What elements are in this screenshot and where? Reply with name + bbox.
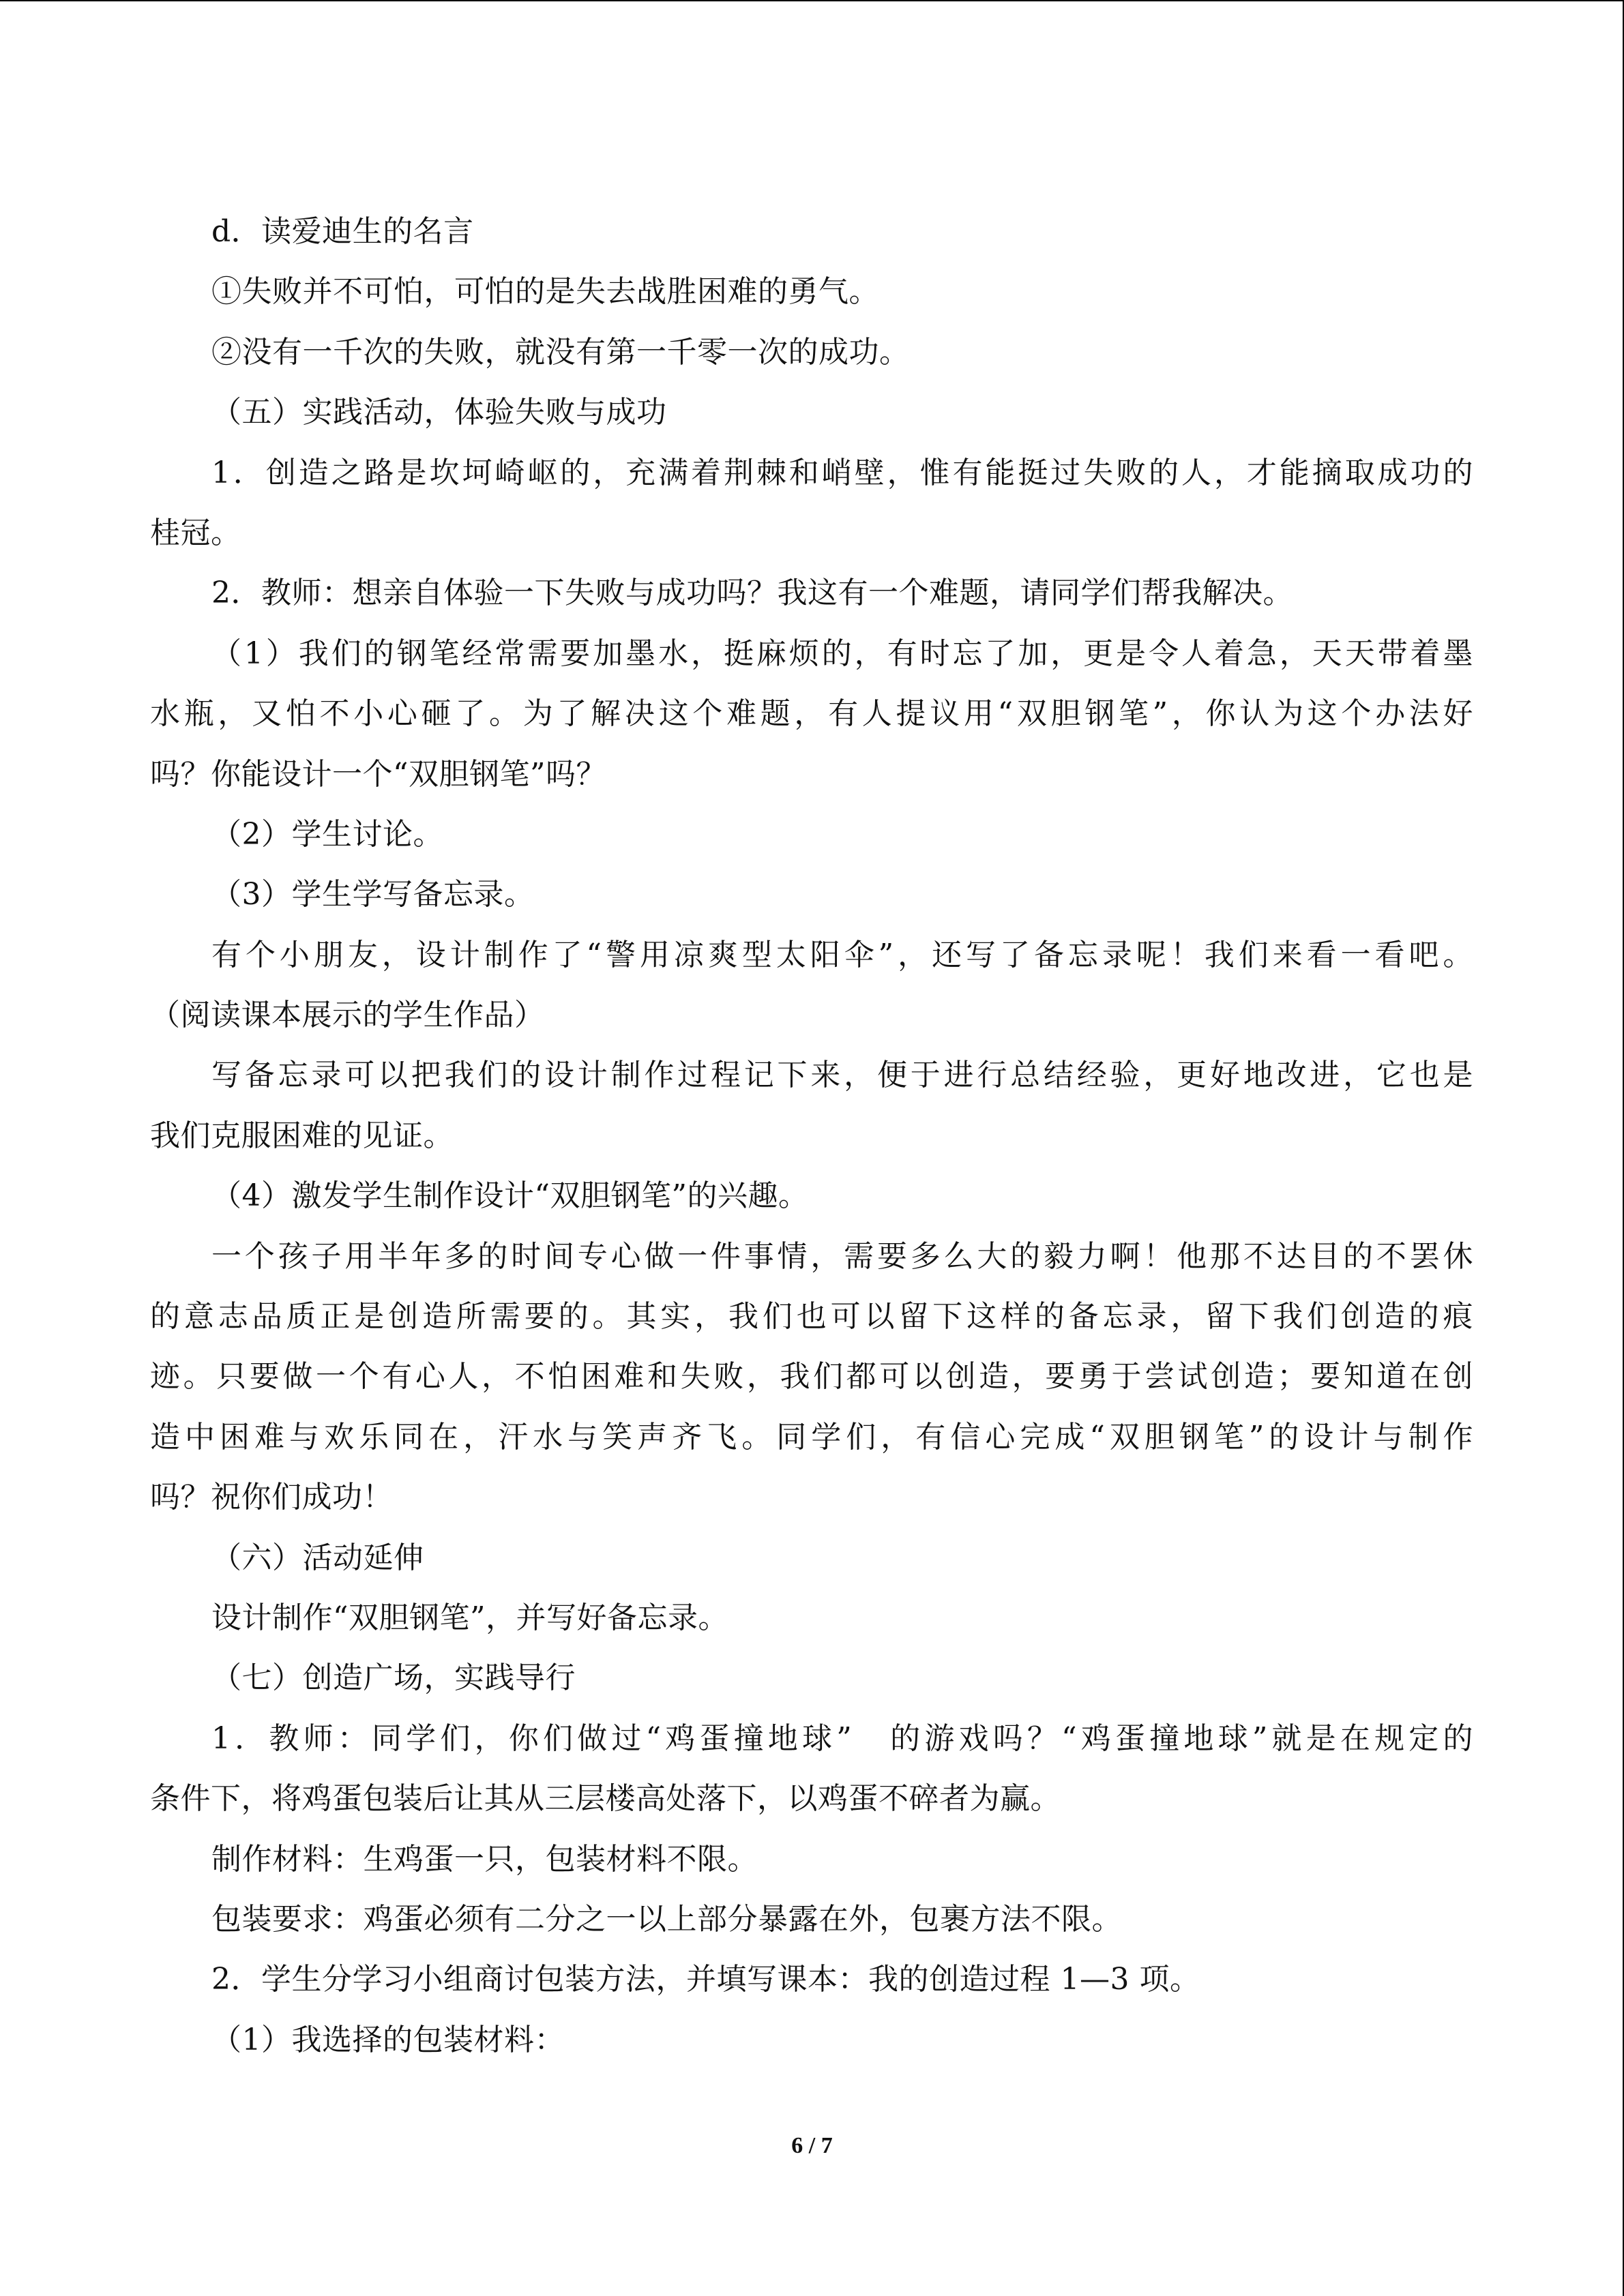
text-line: 水瓶，又怕不小心砸了。为了解决这个难题，有人提议用“双胆钢笔”，你认为这个办法好 — [150, 696, 1473, 732]
text-line: 我们克服困难的见证。 — [150, 1118, 454, 1153]
text-line: 设计制作“双胆钢笔”，并写好备忘录。 — [211, 1600, 728, 1635]
text-line: （2）学生讨论。 — [211, 816, 443, 852]
text-line: 写备忘录可以把我们的设计制作过程记下来，便于进行总结经验，更好地改进，它也是 — [211, 1058, 1473, 1093]
text-line: （3）学生学写备忘录。 — [211, 877, 535, 912]
text-line: 吗？你能设计一个“双胆钢笔”吗？ — [150, 756, 606, 792]
page-number: 6 / 7 — [791, 2133, 833, 2158]
section-heading: （七）创造广场，实践导行 — [211, 1660, 576, 1696]
text-line: 2．教师：想亲自体验一下失败与成功吗？我这有一个难题，请同学们帮我解决。 — [211, 576, 1293, 611]
text-line: 1．教师：同学们，你们做过“鸡蛋撞地球” 的游戏吗？“鸡蛋撞地球”就是在规定的 — [211, 1720, 1473, 1756]
text-line: 有个小朋友，设计制作了“警用凉爽型太阳伞”，还写了备忘录呢！我们来看一看吧。 — [211, 937, 1473, 972]
document-body — [150, 202, 1473, 2070]
text-line: （1）我选择的包装材料： — [211, 2022, 565, 2057]
text-line: 包装要求：鸡蛋必须有二分之一以上部分暴露在外，包裹方法不限。 — [211, 1901, 1122, 1937]
text-line: 2．学生分学习小组商讨包装方法，并填写课本：我的创造过程 1—3 项。 — [211, 1962, 1200, 1997]
text-line: （1）我们的钢笔经常需要加墨水，挺麻烦的，有时忘了加，更是令人着急，天天带着墨 — [211, 636, 1473, 671]
section-heading: （六）活动延伸 — [211, 1540, 424, 1575]
section-heading: （五）实践活动，体验失败与成功 — [211, 395, 667, 430]
text-line: 吗？祝你们成功！ — [150, 1480, 393, 1515]
text-line: 的意志品质正是创造所需要的。其实，我们也可以留下这样的备忘录，留下我们创造的痕 — [150, 1299, 1473, 1335]
text-line: 1．创造之路是坎坷崎岖的，充满着荆棘和峭壁，惟有能挺过失败的人，才能摘取成功的 — [211, 455, 1473, 490]
text-line: （阅读课本展示的学生作品） — [150, 998, 545, 1033]
text-line: （4）激发学生制作设计“双胆钢笔”的兴趣。 — [211, 1178, 809, 1214]
text-line: ②没有一千次的失败，就没有第一千零一次的成功。 — [211, 334, 910, 370]
text-line: 条件下，将鸡蛋包装后让其从三层楼高处落下，以鸡蛋不碎者为赢。 — [150, 1781, 1061, 1817]
text-line: d．读爱迪生的名言 — [211, 214, 474, 249]
text-line: ①失败并不可怕，可怕的是失去战胜困难的勇气。 — [211, 274, 879, 310]
text-line: 制作材料：生鸡蛋一只，包装材料不限。 — [211, 1841, 758, 1877]
text-line: 桂冠。 — [150, 515, 241, 550]
text-line: 一个孩子用半年多的时间专心做一件事情，需要多么大的毅力啊！他那不达目的不罢休 — [211, 1238, 1473, 1274]
text-line: 迹。只要做一个有心人，不怕困难和失败，我们都可以创造，要勇于尝试创造；要知道在创 — [150, 1359, 1473, 1395]
text-line: 造中困难与欢乐同在，汗水与笑声齐飞。同学们，有信心完成“双胆钢笔”的设计与制作 — [150, 1419, 1473, 1455]
